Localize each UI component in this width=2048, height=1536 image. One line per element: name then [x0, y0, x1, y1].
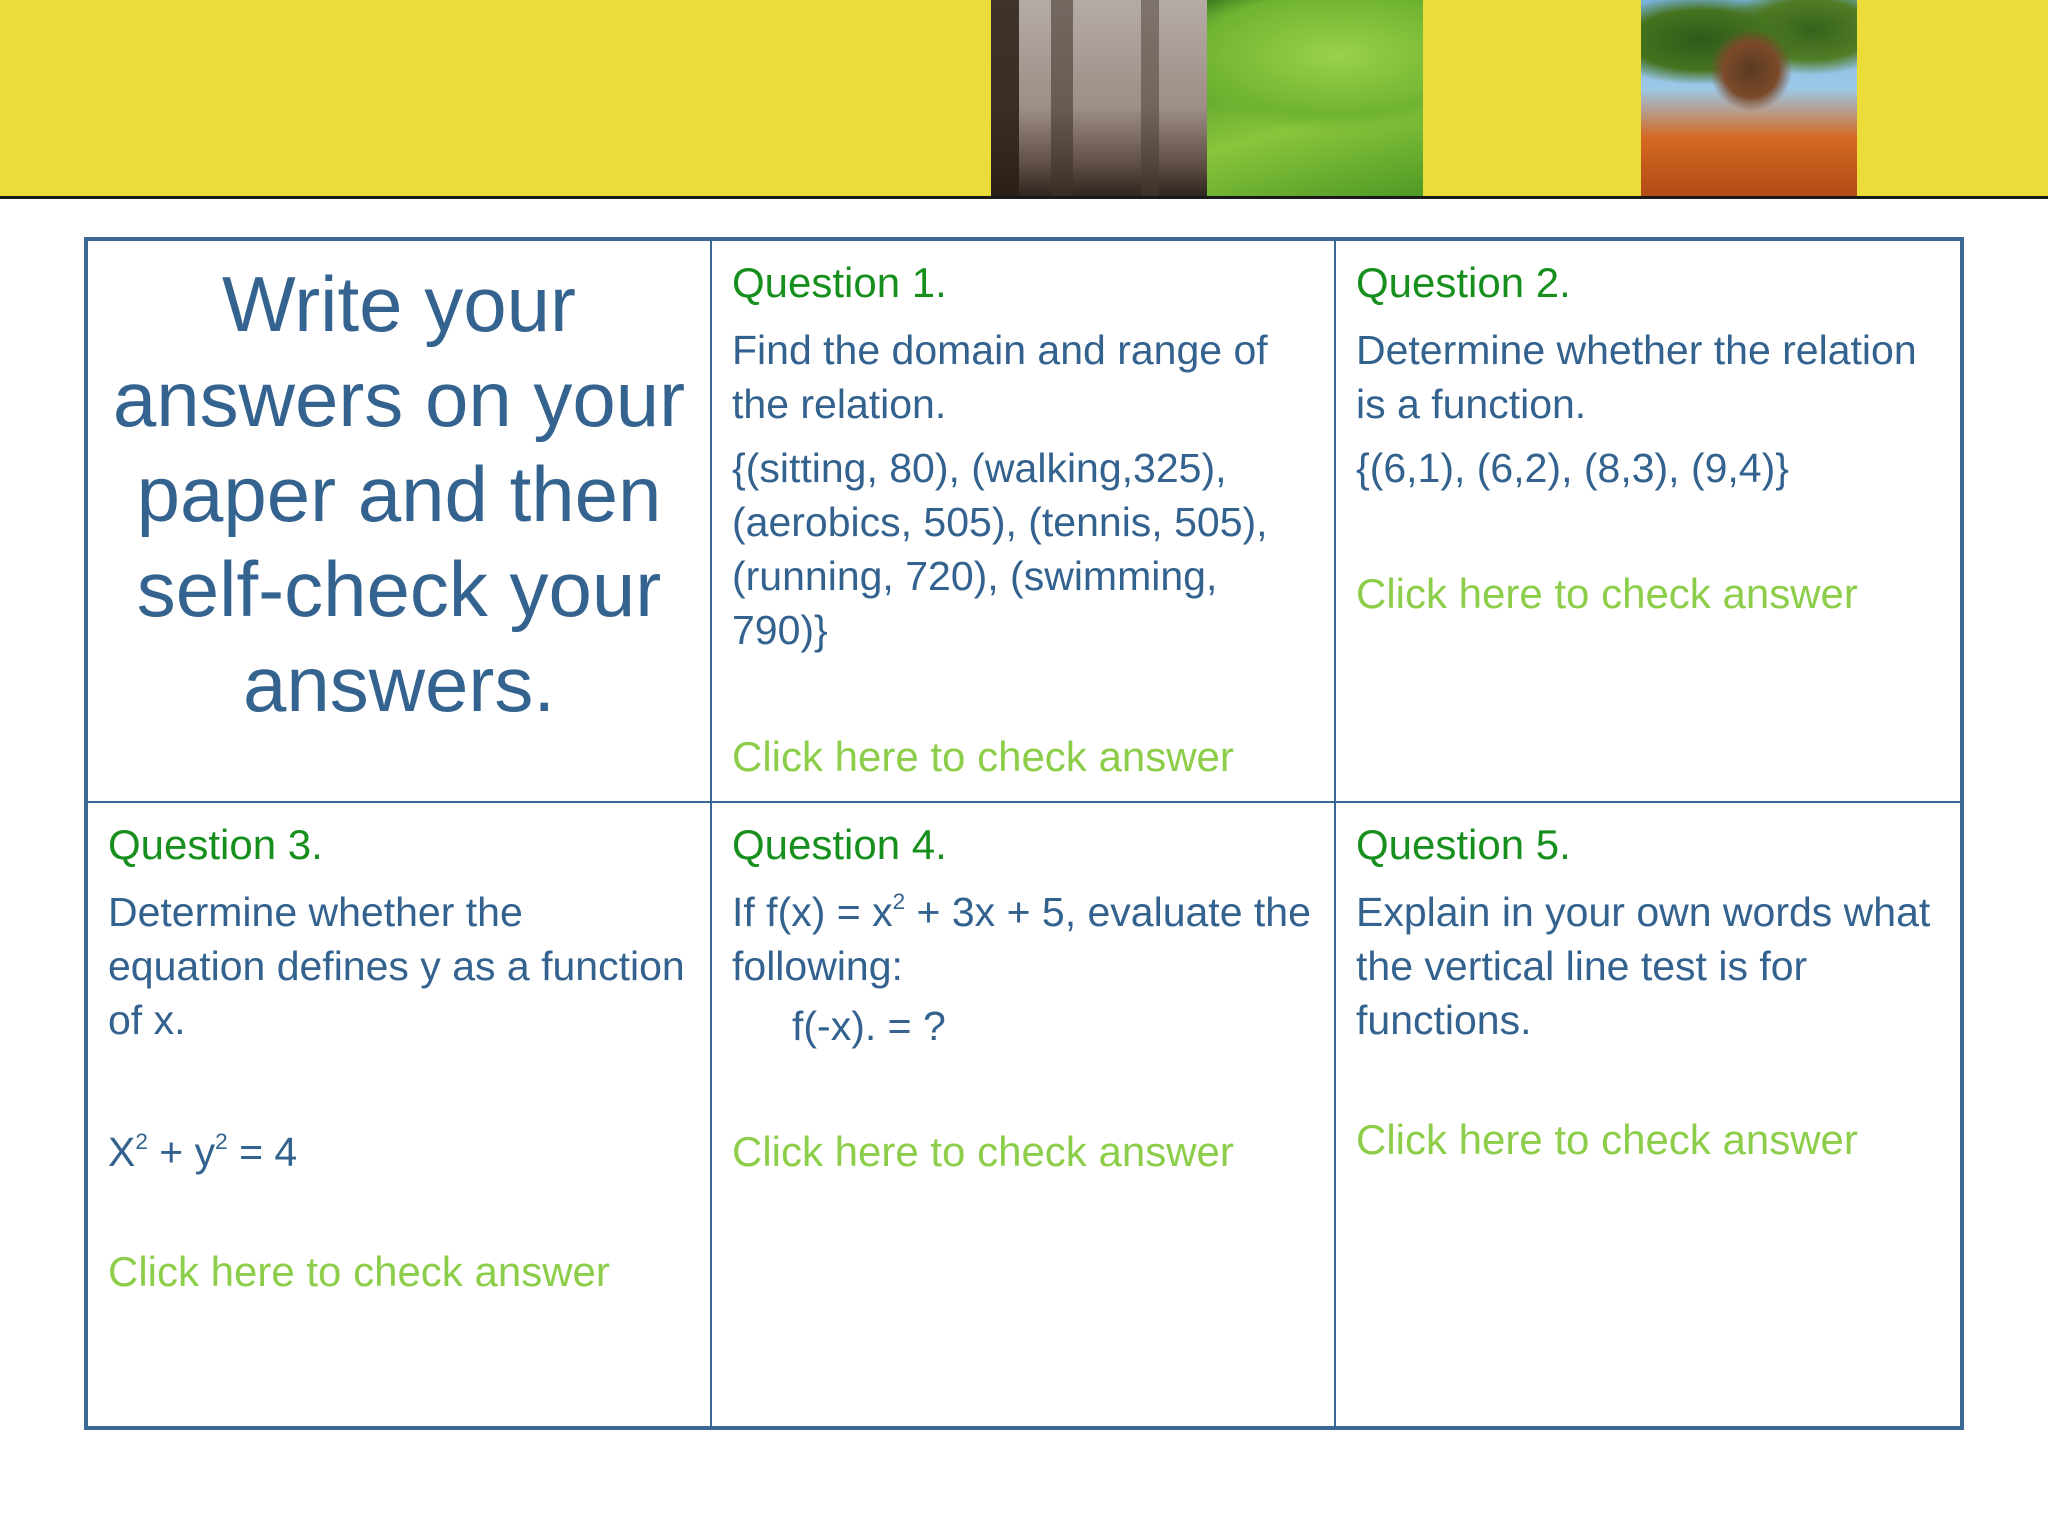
function-definition-end: + 3x + 5, evaluate the following: — [732, 889, 1311, 989]
equation-exponent-y: 2 — [215, 1129, 228, 1155]
question-2-text: Determine whether the relation is a function. — [1356, 327, 1917, 427]
intro-cell — [88, 241, 712, 803]
question-5-cell — [1336, 803, 1960, 1426]
intro-text: Write your answers on your paper and then self-check your answers. — [112, 260, 686, 728]
question-1-relation: {(sitting, 80), (walking,325), (aerobics, 505), (tennis, 505), (running, 720), (swimming, 790)} — [732, 445, 1268, 653]
question-2-title: Question 2. — [1356, 259, 1571, 306]
forest-photo — [991, 0, 1207, 196]
equation-exponent-x: 2 — [135, 1129, 148, 1155]
hills-photo — [1207, 0, 1423, 196]
question-5-check-link[interactable]: Click here to check answer — [1356, 1116, 1858, 1163]
question-3-cell — [88, 803, 712, 1426]
question-3-equation — [108, 1125, 297, 1179]
question-5-text: Explain in your own words what the vertical line test is for functions. — [1356, 889, 1931, 1043]
question-4-check-link[interactable]: Click here to check answer — [732, 1128, 1234, 1175]
question-4-title: Question 4. — [732, 821, 947, 868]
question-4-cell — [712, 803, 1336, 1426]
equation-rhs: = 4 — [227, 1129, 298, 1175]
question-1-title: Question 1. — [732, 259, 947, 306]
question-2-check-link[interactable]: Click here to check answer — [1356, 570, 1858, 617]
questions-grid — [84, 237, 1964, 1430]
question-3-check-link[interactable]: Click here to check answer — [108, 1248, 610, 1295]
equation-term-y: + y — [147, 1129, 216, 1175]
question-1-check-link[interactable]: Click here to check answer — [732, 733, 1234, 780]
question-3-text: Determine whether the equation defines y as a function of x. — [108, 889, 685, 1043]
equation-term-x: X — [108, 1129, 136, 1175]
question-5-title: Question 5. — [1356, 821, 1571, 868]
question-4-expression: f(-x). = ? — [792, 1003, 946, 1049]
tree-photo — [1641, 0, 1857, 196]
function-definition-start: If f(x) = x — [732, 889, 893, 935]
question-1-cell — [712, 241, 1336, 803]
question-1-text: Find the domain and range of the relation. — [732, 327, 1268, 427]
question-3-title: Question 3. — [108, 821, 323, 868]
question-4-text — [732, 885, 1314, 993]
question-2-cell — [1336, 241, 1960, 803]
question-2-relation: {(6,1), (6,2), (8,3), (9,4)} — [1356, 445, 1789, 491]
header-divider — [0, 196, 2048, 199]
function-exponent: 2 — [892, 889, 906, 915]
